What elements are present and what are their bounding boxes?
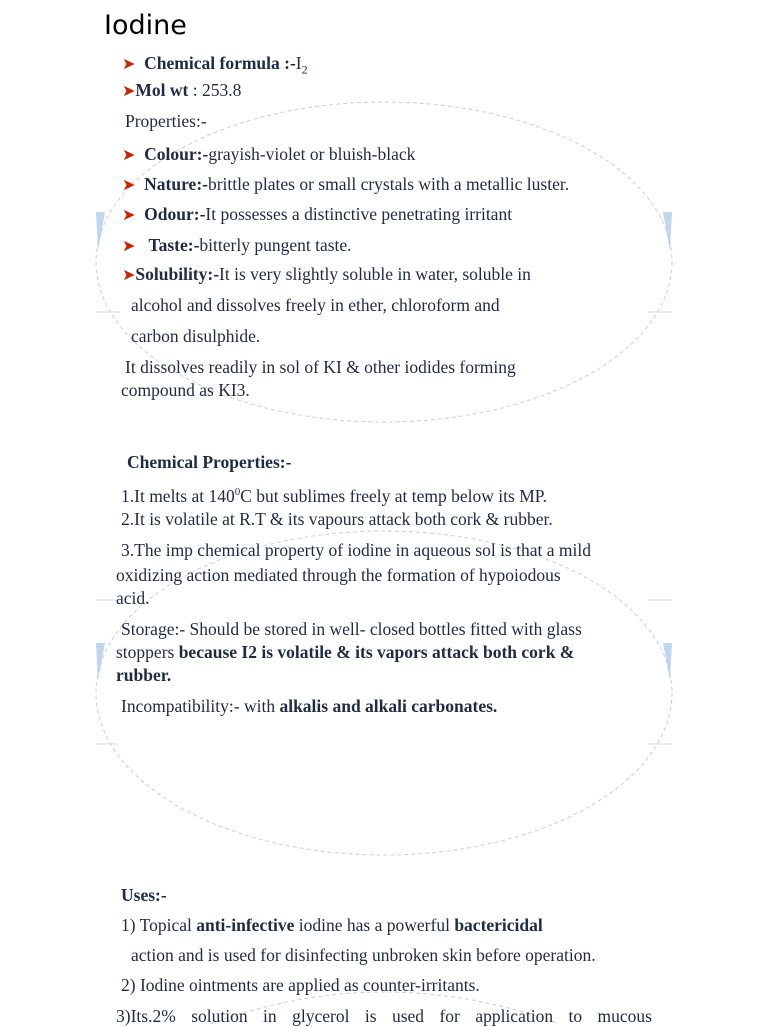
property-label: Solubility:- bbox=[135, 264, 220, 284]
property-label: Taste:- bbox=[148, 235, 200, 255]
property-colour bbox=[122, 143, 415, 167]
chem-property-1-text: C but sublimes freely at temp below its MP. bbox=[240, 485, 547, 506]
property-label: Nature:- bbox=[144, 174, 208, 194]
chem-property-2: 2.It is volatile at R.T & its vapours attack both cork & rubber. bbox=[121, 509, 553, 529]
use-item-1-continued: action and is used for disinfecting unbroken skin before operation. bbox=[131, 945, 596, 965]
arrow-bullet-icon: ➤ bbox=[122, 177, 136, 194]
formula-line bbox=[122, 52, 308, 81]
chem-property-3: oxidizing action mediated through the formation of hypoiodous bbox=[116, 565, 561, 585]
arrow-bullet-icon: ➤ bbox=[122, 147, 136, 164]
incompatibility-text bbox=[121, 695, 497, 717]
arrow-bullet-icon: ➤ bbox=[122, 238, 136, 255]
chem-property-1 bbox=[121, 481, 547, 507]
arrow-bullet-icon: ➤ bbox=[122, 207, 136, 224]
incompatibility-bold: alkalis and alkali carbonates. bbox=[279, 696, 498, 716]
chemical-properties-heading bbox=[127, 451, 291, 473]
arrow-bullet-icon: ➤ bbox=[122, 83, 136, 100]
chem-property-3: 3.The imp chemical property of iodine in aqueous sol is that a mild bbox=[121, 540, 591, 560]
solubility-continued: carbon disulphide. bbox=[131, 326, 261, 346]
storage-text bbox=[116, 664, 171, 686]
use-item-2: 2) Iodine ointments are applied as counter-irritants. bbox=[121, 975, 480, 995]
storage-plain: stoppers bbox=[116, 642, 179, 662]
storage-bold: rubber. bbox=[116, 665, 172, 685]
storage-text: Storage:- Should be stored in well- closed bottles fitted with glass bbox=[121, 619, 582, 639]
molwt-line bbox=[122, 79, 241, 103]
arrow-bullet-icon: ➤ bbox=[122, 56, 136, 73]
properties-heading: Properties:- bbox=[125, 111, 207, 131]
page-title: Iodine bbox=[104, 10, 187, 41]
storage-bold: because I2 is volatile & its vapors attack both cork & bbox=[178, 642, 575, 662]
formula-label: Chemical formula :- bbox=[144, 53, 296, 73]
arrow-bullet-icon: ➤ bbox=[122, 267, 136, 284]
molwt-value: : 253.8 bbox=[188, 80, 242, 100]
storage-text bbox=[116, 641, 574, 663]
degree-superscript: 0 bbox=[234, 486, 241, 498]
dissolves-text: compound as KI3. bbox=[121, 380, 250, 400]
solubility-continued: alcohol and dissolves freely in ether, chloroform and bbox=[131, 295, 500, 315]
use-text: 1) Topical bbox=[121, 915, 197, 935]
property-label: Colour:- bbox=[144, 144, 209, 164]
use-bold: bactericidal bbox=[454, 915, 543, 935]
property-text: It possesses a distinctive penetrating irritant bbox=[205, 204, 513, 224]
property-solubility bbox=[122, 263, 531, 287]
chemical-properties-heading-text: Chemical Properties:- bbox=[127, 452, 292, 472]
chem-property-1-text: 1.It melts at 140 bbox=[121, 485, 235, 506]
use-text: iodine has a powerful bbox=[294, 915, 455, 935]
formula-subscript: 2 bbox=[301, 62, 308, 77]
property-odour bbox=[122, 203, 512, 227]
property-text: bitterly pungent taste. bbox=[199, 235, 352, 255]
use-bold: anti-infective bbox=[196, 915, 295, 935]
property-text: It is very slightly soluble in water, soluble in bbox=[219, 264, 531, 284]
dissolves-text: It dissolves readily in sol of KI & other iodides forming bbox=[125, 357, 516, 377]
use-item-3: 3)Its.2% solution in glycerol is used for application to mucous bbox=[116, 1006, 652, 1026]
uses-heading-text: Uses:- bbox=[121, 885, 167, 905]
molwt-label: Mol wt bbox=[135, 80, 189, 100]
property-text: brittle plates or small crystals with a metallic luster. bbox=[207, 174, 570, 194]
incompatibility-plain: Incompatibility:- with bbox=[121, 696, 280, 716]
property-taste bbox=[122, 234, 352, 258]
use-item-1 bbox=[121, 914, 543, 936]
formula-symbol: I bbox=[295, 53, 302, 73]
chem-property-3: acid. bbox=[116, 588, 150, 608]
uses-heading bbox=[121, 884, 167, 906]
property-text: grayish-violet or bluish-black bbox=[208, 144, 416, 164]
property-nature bbox=[122, 173, 569, 197]
property-label: Odour:- bbox=[144, 204, 206, 224]
